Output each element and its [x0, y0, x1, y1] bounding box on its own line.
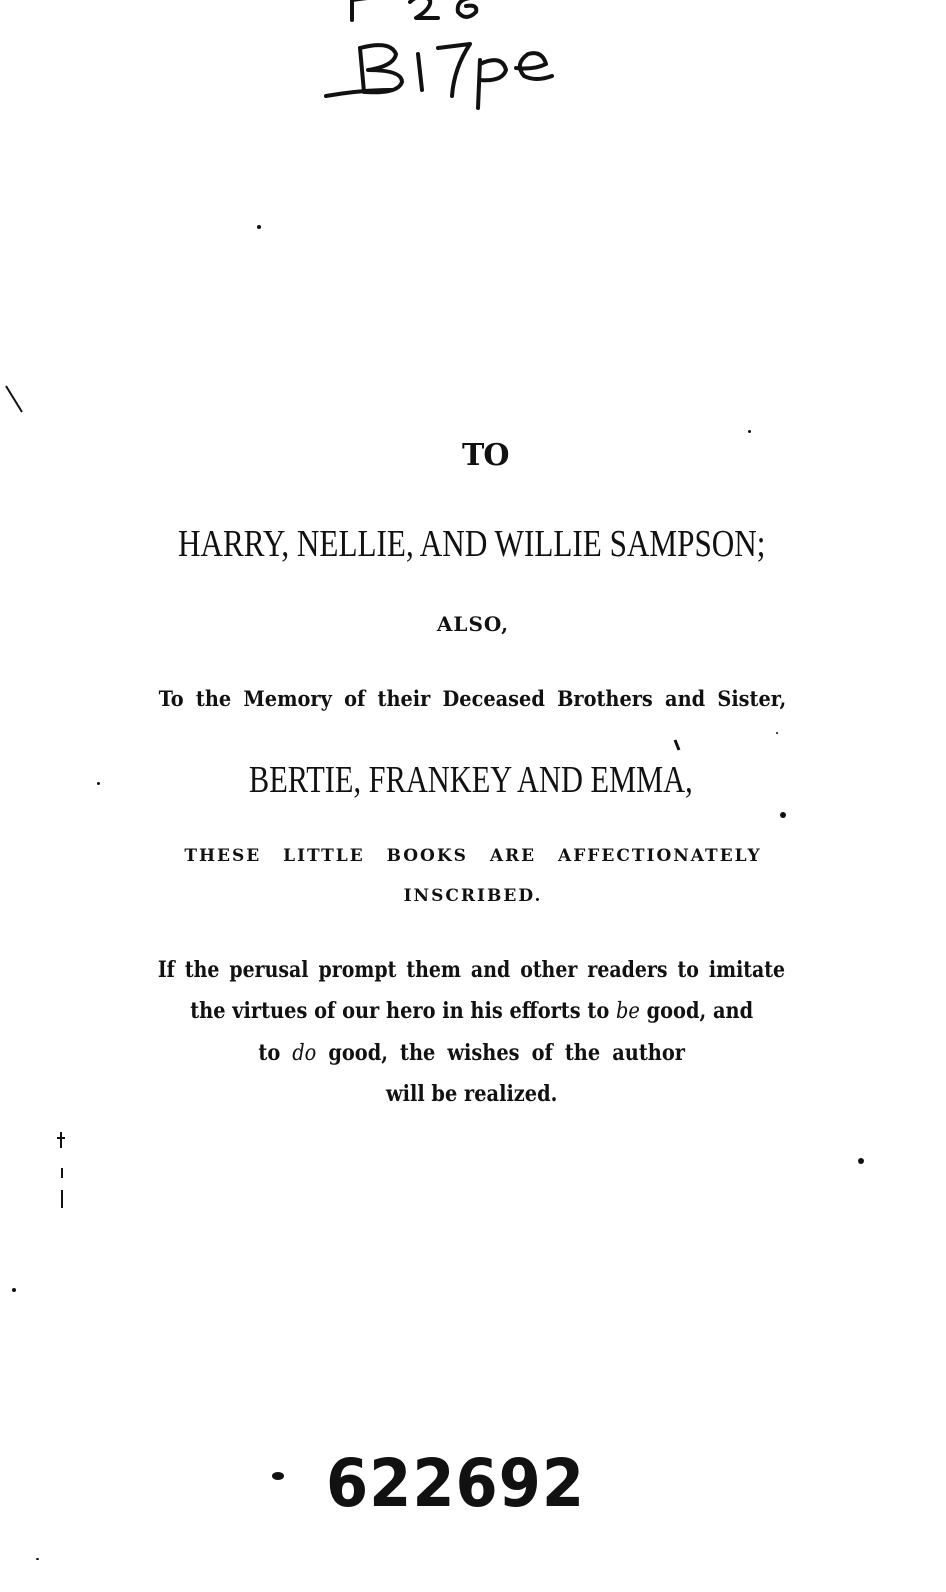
stamp-dot	[272, 1472, 284, 1480]
speck-mark	[748, 430, 751, 433]
margin-stroke	[0, 380, 30, 420]
closing-line-2	[55, 998, 887, 1024]
speck-mark	[97, 782, 100, 785]
speck-mark	[776, 732, 778, 734]
accession-number-stamp: 622692	[326, 1445, 586, 1522]
inscription-line-2: INSCRIBED.	[403, 886, 543, 906]
speck-mark	[12, 1288, 16, 1292]
inscription-line-1: THESE LITTLE BOOKS ARE AFFECTIONATELY	[184, 846, 762, 866]
dedication-names: HARRY, NELLIE, AND WILLIE SAMPSON;	[178, 523, 766, 565]
call-number-drawing	[320, 0, 580, 108]
speck-mark	[858, 1158, 864, 1164]
accent-mark	[670, 738, 684, 754]
closing-line-2-post: good, and	[639, 998, 754, 1024]
margin-marks	[52, 1128, 72, 1212]
closing-line-3-emphasis: do	[292, 1041, 317, 1066]
closing-line-3-post: good, the wishes of the author	[316, 1040, 685, 1066]
closing-line-2-pre: the virtues of our hero in his efforts to	[190, 998, 616, 1024]
memory-line: To the Memory of their Deceased Brothers and Sister,	[158, 686, 787, 711]
closing-line-4: will be realized.	[385, 1081, 558, 1107]
closing-line-3-pre: to	[258, 1040, 293, 1066]
speck-mark	[780, 812, 786, 818]
speck-mark	[36, 1558, 39, 1560]
closing-line-2-emphasis: be	[615, 999, 640, 1024]
speck-mark	[257, 225, 261, 229]
dedication-also: ALSO,	[436, 612, 510, 636]
deceased-names: BERTIE, FRANKEY AND EMMA,	[248, 759, 693, 801]
handwritten-call-number	[320, 0, 580, 108]
dedication-to: TO	[462, 438, 509, 473]
closing-line-3	[55, 1040, 887, 1066]
closing-line-1: If the perusal prompt them and other readers to imitate	[157, 957, 786, 983]
